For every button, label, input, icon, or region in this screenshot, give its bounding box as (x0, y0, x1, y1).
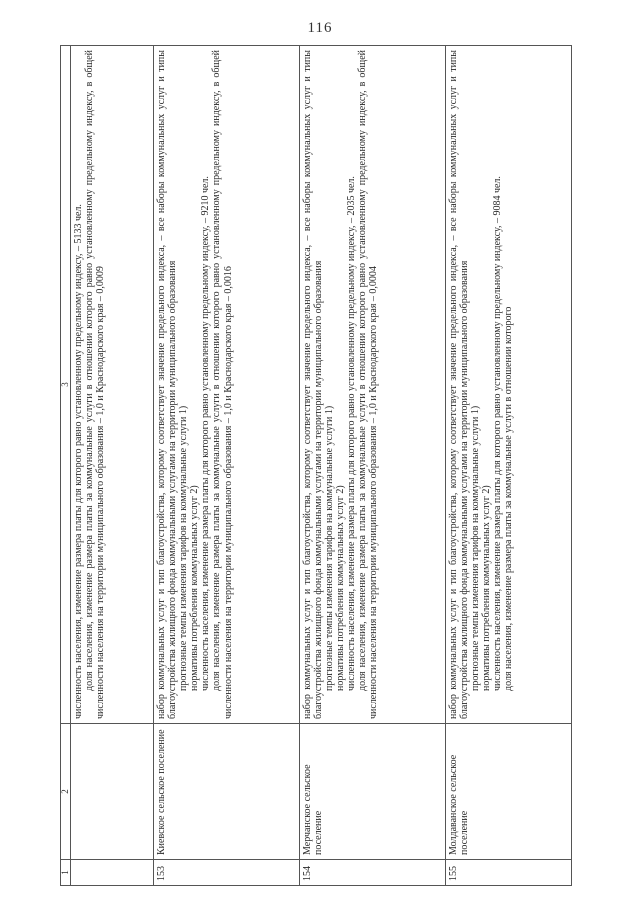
tariff-index-table (60, 45, 572, 886)
description-line: набор коммунальных услуг и тип благоустройства, которому соответствует значение предельного индекса, – все наборы коммунальных услуг и типы благоустройства жилищного фонда коммунальными услугами на территории муниципального образования (301, 50, 324, 719)
settlement-name: Киевское сельское поселение (154, 724, 300, 860)
description-line: численность населения, изменение размера платы для которого равно установленному предельному индексу, – 5133 чел. (73, 204, 84, 719)
row-number: 154 (299, 860, 445, 886)
row-number-cell (71, 860, 154, 886)
description-cell (445, 46, 571, 724)
rotated-table-container (60, 46, 572, 886)
table-row (299, 46, 445, 886)
description-line: численность населения, изменение размера платы для которого равно установленному предельному индексу, – 2035 чел. (346, 176, 358, 691)
description-line: прогнозные темпы изменения тарифов на коммунальные услуги 1) (469, 405, 481, 691)
settlement-name: Мерчанское сельское поселение (299, 724, 445, 860)
row-number: 153 (154, 860, 300, 886)
description-line: нормативы потребления коммунальных услуг 2) (480, 485, 492, 691)
description-line: доля населения, изменение размера платы за коммунальные услуги в отношении которого (503, 306, 515, 691)
description-cell (299, 46, 445, 724)
description-line: доля населения, изменение размера платы за коммунальные услуги в отношении которого равно установленному предельному индексу, в общей численности населения на территории муниципального образования – 1,0 и Краснодарского края – 0,0009 (84, 50, 107, 719)
table-row (154, 46, 300, 886)
column-number-row (61, 46, 71, 886)
table-row-continuation (71, 46, 154, 886)
description-line: набор коммунальных услуг и тип благоустройства, которому соответствует значение предельного индекса, – все наборы коммунальных услуг и типы благоустройства жилищного фонда коммунальными услугами на территории муниципального образования (156, 50, 179, 719)
page-number: 116 (307, 20, 333, 36)
table-row (445, 46, 571, 886)
column-number: 3 (61, 46, 71, 724)
description-line: прогнозные темпы изменения тарифов на коммунальные услуги 1) (324, 405, 336, 691)
column-number: 1 (61, 860, 71, 886)
description-cell (154, 46, 300, 724)
description-line: прогнозные темпы изменения тарифов на коммунальные услуги 1) (178, 405, 190, 691)
settlement-name-cell (71, 724, 154, 860)
description-line: нормативы потребления коммунальных услуг 2) (335, 485, 347, 691)
description-line: численность населения, изменение размера платы для которого равно установленному предельному индексу, – 9084 чел. (492, 176, 504, 691)
row-number: 155 (445, 860, 571, 886)
description-line: численность населения, изменение размера платы для которого равно установленному предельному индексу, – 9210 чел. (200, 176, 212, 691)
description-line: нормативы потребления коммунальных услуг 2) (189, 485, 201, 691)
description-cell (71, 46, 154, 724)
column-number: 2 (61, 724, 71, 860)
description-line: набор коммунальных услуг и тип благоустройства, которому соответствует значение предельного индекса, – все наборы коммунальных услуг и типы благоустройства жилищного фонда коммунальными услугами на территории муниципального образования (447, 50, 470, 719)
description-line: доля населения, изменение размера платы за коммунальные услуги в отношении которого равно установленному предельному индексу, в общей численности населения на территории муниципального образования – 1,0 и Краснодарского края – 0,0016 (211, 50, 234, 719)
description-line: доля населения, изменение размера платы за коммунальные услуги в отношении которого равно установленному предельному индексу, в общей численности населения на территории муниципального образования – 1,0 и Краснодарского края – 0,0004 (357, 50, 380, 719)
settlement-name: Молдаванское сельское поселение (445, 724, 571, 860)
